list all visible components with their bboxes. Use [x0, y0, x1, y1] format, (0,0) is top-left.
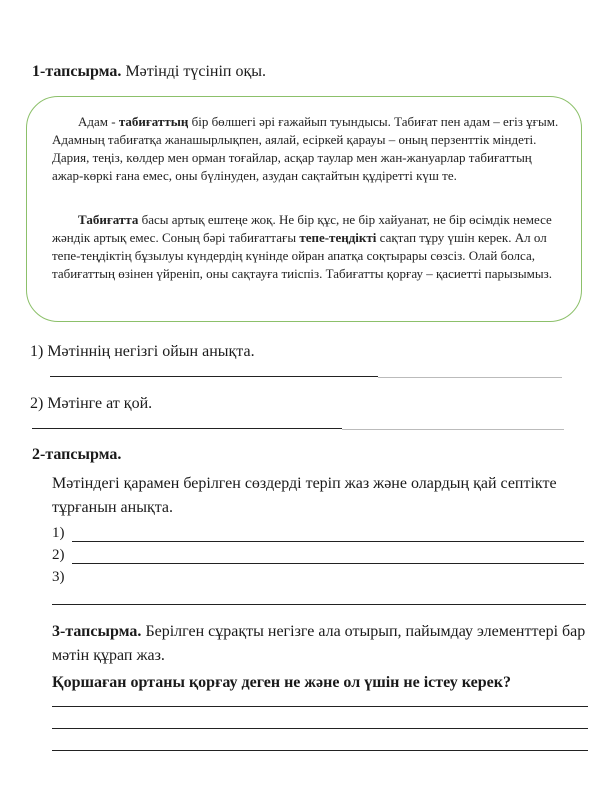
paragraph-2-segment: тепе-теңдікті	[299, 230, 377, 245]
paragraph-2-segment: сақтап тұру үшін керек. Ал ол тепе-теңдіктің бұзылуы күндердің күнінде ойран апатқа соқтырары сөзсіз. Олай болса, табиғаттың өзінен үйреніп, оны сақтауға тиіспіз. Табиғатты қорғау – қасиетті парызымыз.	[52, 230, 552, 281]
task3-line-1[interactable]	[52, 706, 588, 707]
reading-paragraph-1	[52, 113, 562, 185]
task3-label: 3-тапсырма.	[52, 623, 142, 640]
task2-item-2: 2)	[52, 547, 65, 563]
paragraph-2-segment: басы артық ештеңе жоқ. Не бір құс, не бір хайуанат, не бір өсімдік немесе жәндік артық емес. Соның бәрі табиғаттағы	[52, 212, 552, 245]
task2-line-1[interactable]	[72, 541, 584, 542]
task3-line-3[interactable]	[52, 750, 588, 751]
answer-line-2[interactable]	[32, 428, 342, 429]
task2-item-3: 3)	[52, 569, 65, 585]
task2-item-1: 1)	[52, 525, 65, 541]
answer-line-1[interactable]	[50, 376, 378, 377]
paragraph-1-segment: табиғаттың	[118, 114, 189, 129]
question-2: 2) Мәтінге ат қой.	[30, 395, 153, 412]
task1-heading	[32, 63, 266, 81]
task2-text: Мәтіндегі қарамен берілген сөздерді теріп жаз және олардың қай септікте тұрғанын анықта.	[52, 475, 557, 516]
answer-line-2b[interactable]	[342, 429, 564, 430]
task2-line-2[interactable]	[72, 563, 584, 564]
answer-line-1b[interactable]	[378, 377, 562, 378]
task3-line-2[interactable]	[52, 728, 588, 729]
task2-label: 2-тапсырма.	[32, 446, 122, 463]
paragraph-1-segment: бір бөлшегі әрі ғажайып туындысы. Табиғат пен адам – егіз ұғым. Адамның табиғатқа жанашырлықпен, аялай, есіркей қарауы – оның перзенттік міндеті. Дария, теңіз, көлдер мен орман тоғайлар, асқар таулар мен жан-жануарлар табиғаттың ажар-көркі ғана емес, оны бүлінуден, азудан сақтайтын құдіретті күш те.	[52, 114, 559, 183]
task3-question: Қоршаған ортаны қорғау деген не және ол үшін не істеу керек?	[52, 674, 511, 691]
task1-label: 1-тапсырма.	[32, 63, 122, 80]
paragraph-2-segment: Табиғатта	[78, 212, 139, 227]
task3-intro	[52, 620, 597, 668]
question-1: 1) Мәтіннің негізгі ойын анықта.	[30, 343, 255, 360]
paragraph-1-segment: Адам -	[78, 114, 119, 129]
task1-instruction: Мәтінді түсініп оқы.	[125, 63, 266, 80]
task3-text: Берілген сұрақты негізге ала отырып, пайымдау элементтері бар мәтін құрап жаз.	[52, 623, 586, 664]
task2-line-3[interactable]	[52, 604, 586, 605]
reading-paragraph-2	[52, 211, 562, 283]
